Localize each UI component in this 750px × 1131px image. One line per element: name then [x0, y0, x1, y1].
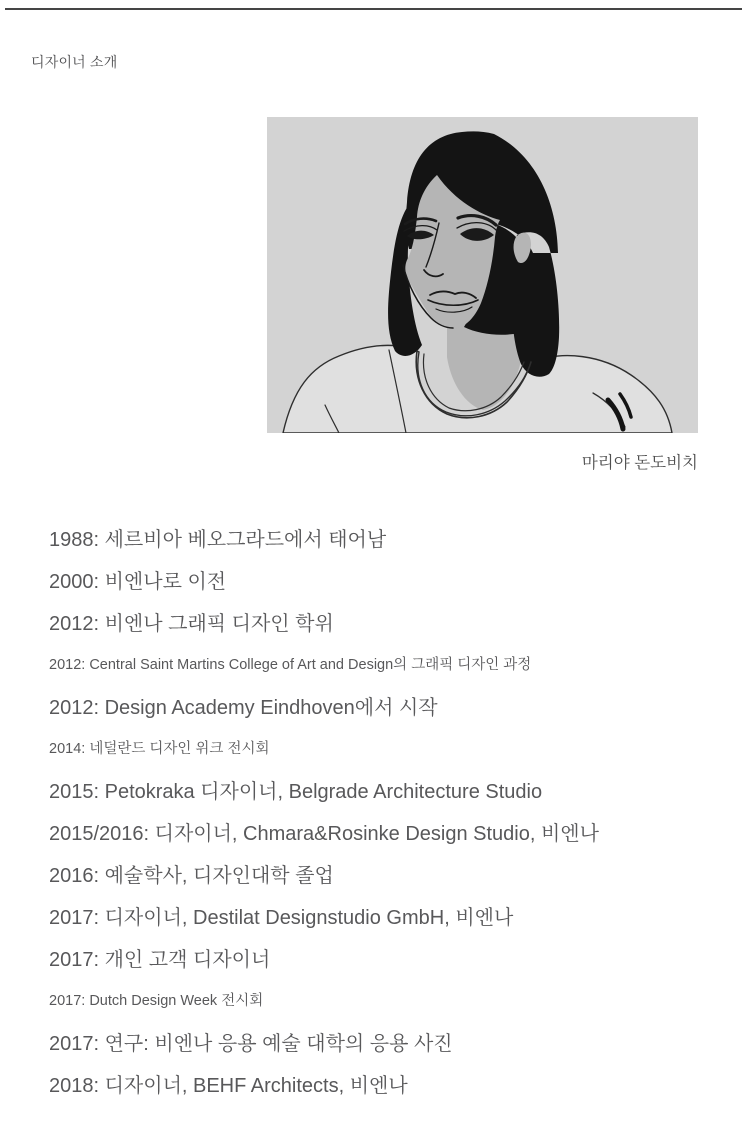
portrait-caption: 마리야 돈도비치: [581, 454, 698, 472]
timeline-entry: 2017: Dutch Design Week 전시회: [49, 992, 264, 1009]
timeline-entry: 2015/2016: 디자이너, Chmara&Rosinke Design Studio, 비엔나: [49, 822, 599, 845]
top-divider: [5, 8, 742, 10]
timeline-entry: 2017: 디자이너, Destilat Designstudio GmbH, 비엔나: [49, 906, 514, 929]
timeline-entry: 2012: Design Academy Eindhoven에서 시작: [49, 696, 438, 719]
timeline-entry: 2014: 네덜란드 디자인 위크 전시회: [49, 740, 270, 757]
timeline: [49, 516, 730, 1104]
timeline-entry: 1988: 세르비아 베오그라드에서 태어남: [49, 528, 387, 551]
timeline-entry: 2017: 연구: 비엔나 응용 예술 대학의 응용 사진: [49, 1032, 453, 1055]
timeline-entry: 2012: Central Saint Martins College of Art and Design의 그래픽 디자인 과정: [49, 656, 532, 673]
timeline-entry: 2015: Petokraka 디자이너, Belgrade Architecture Studio: [49, 780, 543, 803]
timeline-entry: 2018: 디자이너, BEHF Architects, 비엔나: [49, 1074, 408, 1097]
portrait-illustration: [267, 117, 698, 433]
page-title: 디자이너 소개: [31, 54, 118, 70]
timeline-entry: 2016: 예술학사, 디자인대학 졸업: [49, 864, 334, 887]
timeline-entry: 2012: 비엔나 그래픽 디자인 학위: [49, 612, 334, 635]
timeline-entry: 2017: 개인 고객 디자이너: [49, 948, 271, 971]
timeline-entry: 2000: 비엔나로 이전: [49, 570, 227, 593]
